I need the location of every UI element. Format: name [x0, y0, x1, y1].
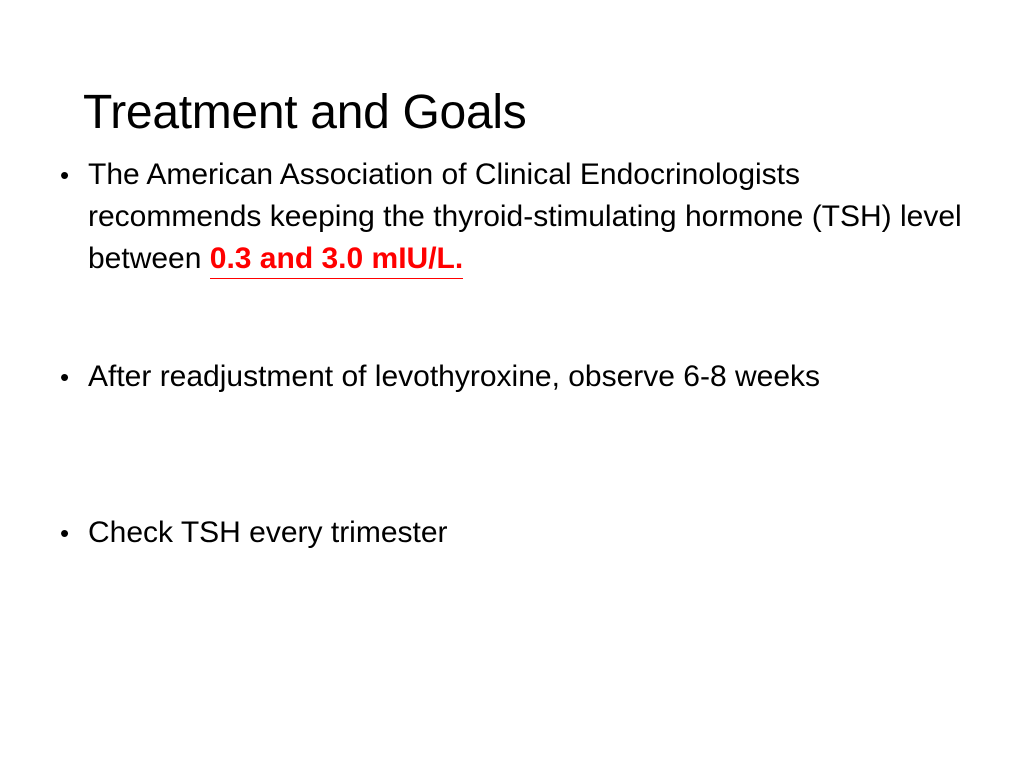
bullet-item-tsh-range — [60, 154, 968, 280]
bullet-item-readjustment — [60, 356, 968, 398]
bullet-dot-icon: • — [60, 362, 70, 392]
slide-title: Treatment and Goals — [83, 86, 527, 139]
bullet-text: Check TSH every trimester — [88, 516, 448, 549]
bullet-text: The American Association of Clinical Endocrinologists recommends keeping the thyroid-stimulating hormone (TSH) level between — [88, 158, 962, 275]
bullet-dot-icon: • — [60, 160, 70, 190]
tsh-range-highlight: 0.3 and 3.0 mIU/L. — [210, 242, 463, 279]
bullet-item-check-tsh — [60, 512, 968, 554]
bullet-text: After readjustment of levothyroxine, observe 6-8 weeks — [88, 360, 821, 393]
bullet-dot-icon: • — [60, 518, 70, 548]
